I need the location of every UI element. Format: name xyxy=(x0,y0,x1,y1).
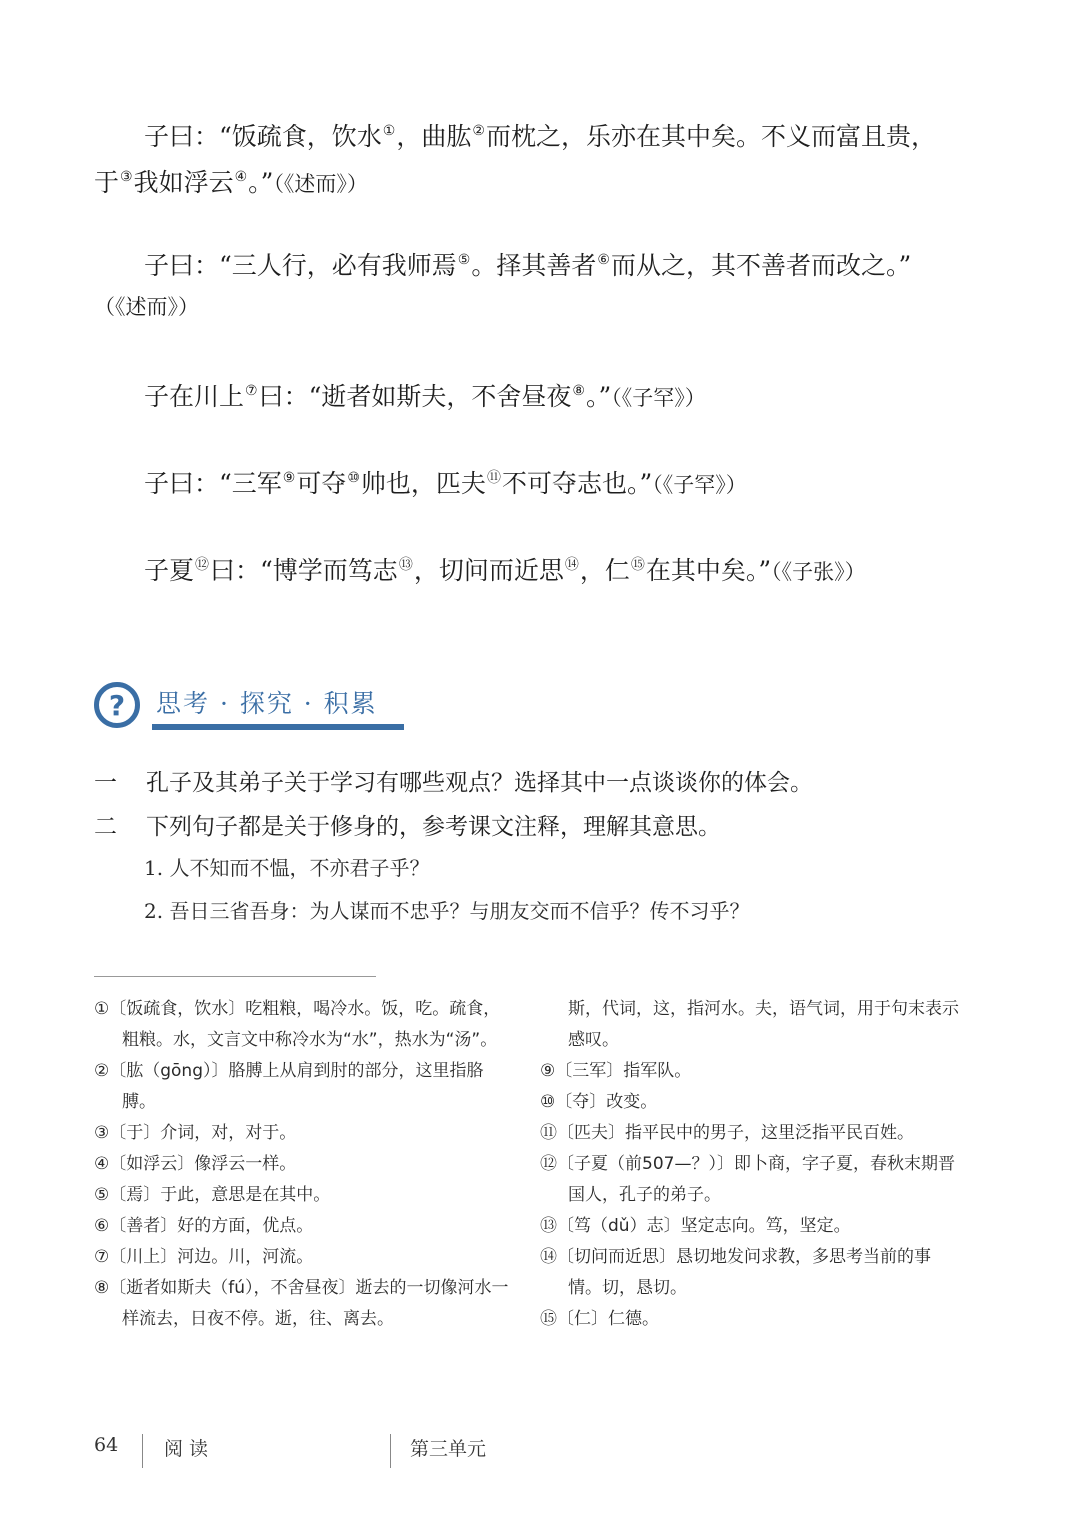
footer-divider xyxy=(142,1434,143,1468)
question-mark-icon: ? xyxy=(94,682,140,728)
footnote-marker: ⑫ xyxy=(195,557,210,573)
footnotes-left-column xyxy=(94,994,514,1335)
footnote: ⑥〔善者〕好的方面，优点。 xyxy=(94,1216,314,1236)
footnote: ④〔如浮云〕像浮云一样。 xyxy=(94,1154,297,1174)
footnote-marker: ③ xyxy=(120,169,133,185)
passage-text: 子曰：“三军 xyxy=(144,469,282,498)
source-citation: （《子罕》） xyxy=(611,386,706,410)
passage-line xyxy=(94,157,954,204)
passage-5 xyxy=(94,545,954,592)
passage-text: 而枕之，乐亦在其中矣。不义而富且贵， xyxy=(485,122,936,151)
footer-section: 阅 读 xyxy=(164,1438,209,1460)
passage-text: 而从之，其不善者而改之。” xyxy=(610,251,912,280)
footnote-marker: ⑪ xyxy=(486,470,501,486)
footnote-marker: ⑬ xyxy=(398,557,413,573)
passage-line xyxy=(144,111,954,157)
passage-line xyxy=(144,240,954,286)
footnote-marker: ⑩ xyxy=(347,470,360,486)
footnote: ⑩〔夺〕改变。 xyxy=(540,1092,658,1112)
question-number: 二 xyxy=(94,814,117,840)
passage-text: 帅也，匹夫 xyxy=(360,469,486,498)
passage-text: 子夏 xyxy=(144,556,195,585)
passage-line xyxy=(144,458,954,505)
passage-text: 子曰：“三人行，必有我师焉 xyxy=(144,251,457,280)
footnote: ②〔肱（gōng）〕胳膊上从肩到肘的部分，这里指胳膊。 xyxy=(94,1061,484,1112)
passage-text: ，切问而近思 xyxy=(413,556,564,585)
source-citation: （《子罕》） xyxy=(652,473,747,497)
footnote-divider xyxy=(94,976,376,977)
footnote-marker: ⑥ xyxy=(597,252,610,268)
passage-text: 。” xyxy=(585,382,612,411)
passage-1 xyxy=(94,111,954,204)
passage-text: 子在川上 xyxy=(144,382,245,411)
subitem-2: 2. 吾日三省吾身：为人谋而不忠乎？与朋友交而不信乎？传不习乎？ xyxy=(144,899,750,923)
source-citation: （《述而》） xyxy=(94,295,199,319)
footnote: ③〔于〕介词，对，对于。 xyxy=(94,1123,297,1143)
passage-text: 子曰：“饭疏食，饮水 xyxy=(144,122,382,151)
passage-text: 曰：“逝者如斯夫，不舍昼夜 xyxy=(258,382,572,411)
footnote: ⑫〔子夏（前507—？）〕即卜商，字子夏，春秋末期晋国人，孔子的弟子。 xyxy=(540,1154,955,1205)
passage-text: ，仁 xyxy=(579,556,630,585)
footer-divider xyxy=(390,1434,391,1468)
footnote-marker: ⑧ xyxy=(572,383,585,399)
source-citation: （《子张》） xyxy=(771,560,866,584)
footnote: ①〔饭疏食，饮水〕吃粗粮，喝冷水。饭，吃。疏食，粗粮。水，文言文中称冷水为“水”，热水为“汤”。 xyxy=(94,999,501,1050)
passage-text: 于 xyxy=(94,168,120,197)
passage-4 xyxy=(94,458,954,505)
section-title: 思考 · 探究 · 积累 xyxy=(156,689,378,718)
footnote-continuation: 斯，代词，这，指河水。夫，语气词，用于句末表示感叹。 xyxy=(568,999,959,1050)
footnote-marker: ⑤ xyxy=(457,252,471,268)
passage-line xyxy=(144,371,954,418)
footnote-marker: ① xyxy=(382,123,396,139)
passage-line xyxy=(144,545,954,592)
passage-text: 曰：“博学而笃志 xyxy=(210,556,398,585)
footnote: ⑮〔仁〕仁德。 xyxy=(540,1309,659,1329)
section-title-underline xyxy=(152,724,404,730)
footnote: ⑤〔焉〕于此，意思是在其中。 xyxy=(94,1185,331,1205)
question-text: 孔子及其弟子关于学习有哪些观点？选择其中一点谈谈你的体会。 xyxy=(146,770,813,796)
passage-3 xyxy=(94,371,954,418)
footnote: ⑬〔笃（dǔ）志〕坚定志向。笃，坚定。 xyxy=(540,1216,851,1236)
passage-text: 。” xyxy=(248,168,274,197)
question-text: 下列句子都是关于修身的，参考课文注释，理解其意思。 xyxy=(146,814,721,840)
footnote-marker: ⑦ xyxy=(245,383,258,399)
page-number: 64 xyxy=(94,1434,119,1456)
passage-line xyxy=(94,286,954,327)
footnote: ⑧〔逝者如斯夫（fú），不舍昼夜〕逝去的一切像河水一样流去，日夜不停。逝，往、离去。 xyxy=(94,1278,509,1329)
passage-text: 不可夺志也。” xyxy=(501,469,653,498)
question-2 xyxy=(94,808,721,841)
footnote-marker: ④ xyxy=(234,169,248,185)
footnote-marker: ⑭ xyxy=(564,557,579,573)
question-number: 一 xyxy=(94,770,117,796)
passage-2 xyxy=(94,240,954,327)
footer-unit: 第三单元 xyxy=(410,1438,487,1460)
footnote: ⑦〔川上〕河边。川，河流。 xyxy=(94,1247,314,1267)
footnote-marker: ⑮ xyxy=(630,557,645,573)
footnote: ⑭〔切问而近思〕恳切地发问求教，多思考当前的事情。切，恳切。 xyxy=(540,1247,931,1298)
passage-text: 在其中矣。” xyxy=(645,556,772,585)
source-citation: （《述而》） xyxy=(273,172,368,196)
passage-text: ，曲肱 xyxy=(396,122,472,151)
passage-text: 。择其善者 xyxy=(471,251,597,280)
passage-text: 我如浮云 xyxy=(133,168,234,197)
footnote: ⑨〔三军〕指军队。 xyxy=(540,1061,692,1081)
footnotes-right-column xyxy=(540,994,960,1335)
passage-text: 可夺 xyxy=(296,469,347,498)
section-header xyxy=(94,680,434,740)
subitem-1: 1. 人不知而不愠，不亦君子乎？ xyxy=(144,856,430,880)
footnote-marker: ⑨ xyxy=(282,470,296,486)
footnote-marker: ② xyxy=(472,123,485,139)
footnote: ⑪〔匹夫〕指平民中的男子，这里泛指平民百姓。 xyxy=(540,1123,914,1143)
question-1 xyxy=(94,764,813,797)
